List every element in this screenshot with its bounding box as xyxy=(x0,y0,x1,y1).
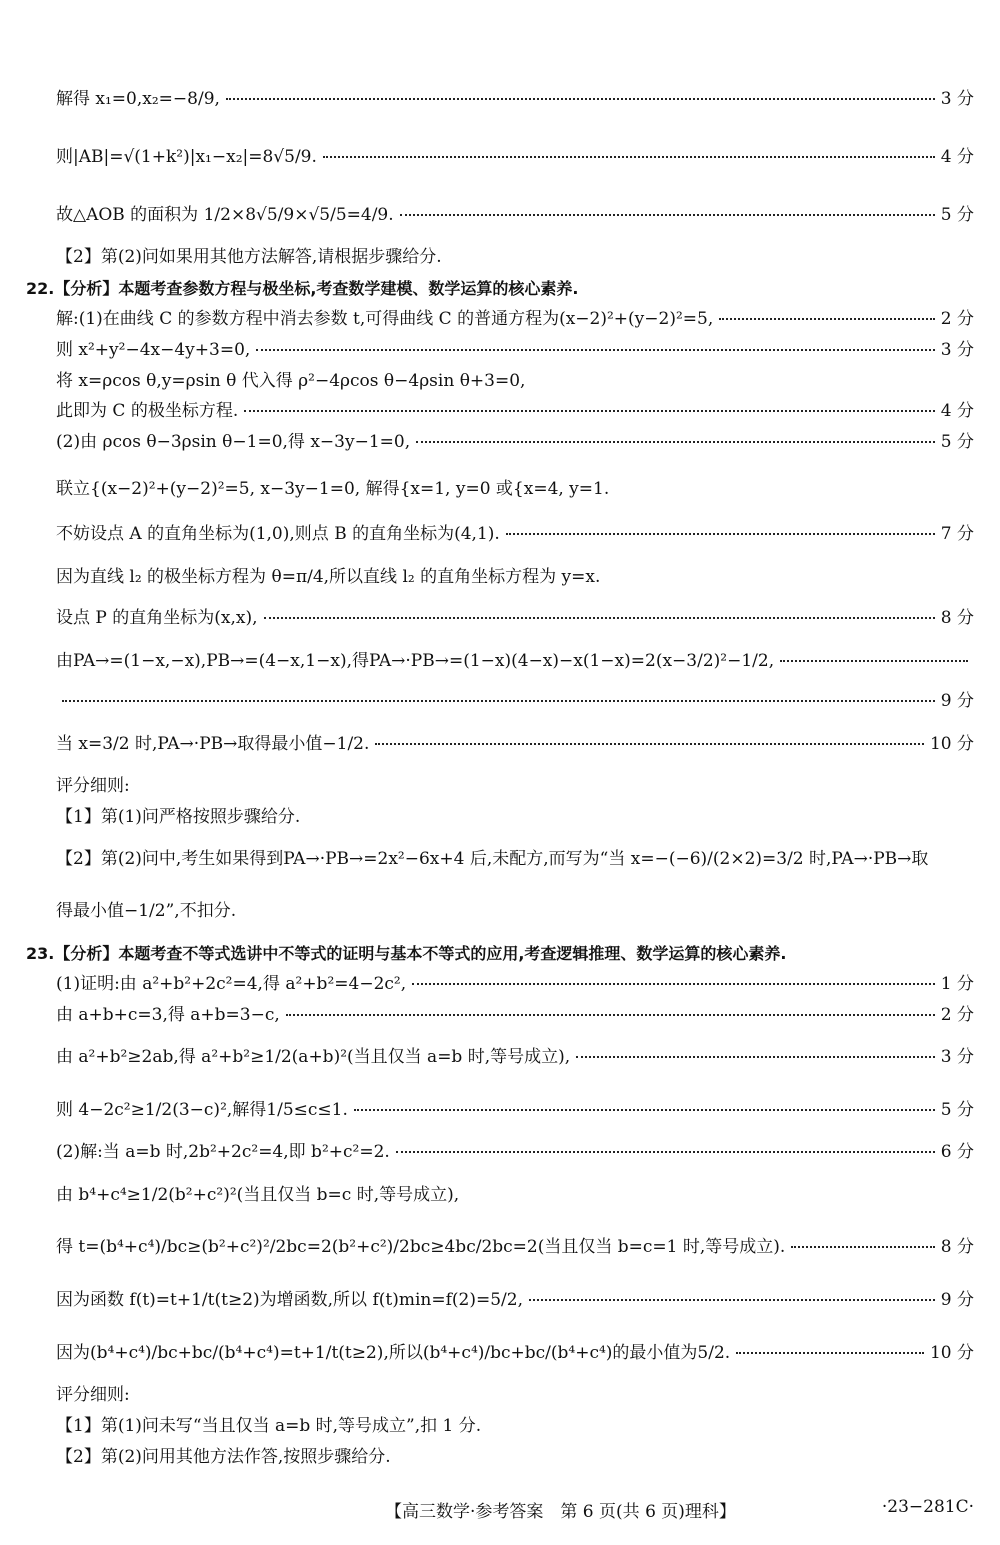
line-q23-proof-1: (1)证明:由 a²+b²+2c²=4,得 a²+b²=4−2c², 1 分 xyxy=(56,974,974,994)
line-q23-proof-4: 则 4−2c²≥1/2(3−c)²,解得1/5≤c≤1. 5 分 xyxy=(56,1100,974,1120)
line-q22-dot-product: 由PA→=(1−x,−x),PB→=(4−x,1−x),得PA→·PB→=(1−x)(4−x)−x(1−x)=2(x−3/2)²−1/2, xyxy=(56,650,974,672)
line-q22-line-l2: 因为直线 l₂ 的极坐标方程为 θ=π/4,所以直线 l₂ 的直角坐标方程为 y=x. xyxy=(56,567,601,587)
line-q22-rule-1: 【1】第(1)问严格按照步骤给分. xyxy=(56,807,301,827)
line-q22-analysis: 22.【分析】本题考查参数方程与极坐标,考查数学建模、数学运算的核心素养. xyxy=(26,279,579,298)
line-q23-part2-3: 得 t=(b⁴+c⁴)/bc≥(b²+c²)²/2bc=2(b²+c²)/2bc≥4bc/2bc=2(当且仅当 b=c=1 时,等号成立). 8 分 xyxy=(56,1237,974,1257)
line-q22-substitute: 将 x=ρcos θ,y=ρsin θ 代入得 ρ²−4ρcos θ−4ρsin θ+3=0, xyxy=(56,371,526,391)
line-q22-point-p: 设点 P 的直角坐标为(x,x), 8 分 xyxy=(56,608,974,628)
line-q23-rule-2: 【2】第(2)问用其他方法作答,按照步骤给分. xyxy=(56,1447,391,1467)
line-q22-system: 联立{(x−2)²+(y−2)²=5, x−3y−1=0, 解得{x=1, y=0 或{x=4, y=1. xyxy=(56,479,610,499)
score: 5 分 xyxy=(940,1100,974,1120)
score: 1 分 xyxy=(940,974,974,994)
line-q23-proof-2: 由 a+b+c=3,得 a+b=3−c, 2 分 xyxy=(56,1005,974,1025)
line-q23-rules-heading: 评分细则: xyxy=(56,1385,130,1405)
line-q22-rule-2: 【2】第(2)问中,考生如果得到PA→·PB→=2x²−6x+4 后,未配方,而写为“当 x=−(−6)/(2×2)=3/2 时,PA→·PB→取 xyxy=(56,849,929,869)
score: 9 分 xyxy=(940,691,974,711)
line-q22-polar-equation: 此即为 C 的极坐标方程. 4 分 xyxy=(56,401,974,421)
score: 4 分 xyxy=(940,401,974,421)
line-q22-ordinary-equation: 解:(1)在曲线 C 的参数方程中消去参数 t,可得曲线 C 的普通方程为(x−2)²+(y−2)²=5, 2 分 xyxy=(56,309,974,329)
line-q23-part2-5: 因为(b⁴+c⁴)/bc+bc/(b⁴+c⁴)=t+1/t(t≥2),所以(b⁴+c⁴)/bc+bc/(b⁴+c⁴)的最小值为5/2. 10 分 xyxy=(56,1343,974,1363)
score: 3 分 xyxy=(940,340,974,360)
line-q22-points-ab: 不妨设点 A 的直角坐标为(1,0),则点 B 的直角坐标为(4,1). 7 分 xyxy=(56,524,974,544)
line-q23-proof-3: 由 a²+b²≥2ab,得 a²+b²≥1/2(a+b)²(当且仅当 a=b 时,等号成立), 3 分 xyxy=(56,1047,974,1067)
score: 9 分 xyxy=(940,1290,974,1310)
line-q23-part2-4: 因为函数 f(t)=t+1/t(t≥2)为增函数,所以 f(t)min=f(2)=5/2, 9 分 xyxy=(56,1290,974,1310)
score: 7 分 xyxy=(940,524,974,544)
footer-title: 【高三数学·参考答案 第 6 页(共 6 页)理科】 xyxy=(385,1502,736,1522)
line-q22-part2-line: (2)由 ρcos θ−3ρsin θ−1=0,得 x−3y−1=0, 5 分 xyxy=(56,432,974,452)
score: 2 分 xyxy=(940,309,974,329)
line-q22-minimum: 当 x=3/2 时,PA→·PB→取得最小值−1/2. 10 分 xyxy=(56,734,974,754)
score: 8 分 xyxy=(940,608,974,628)
line-q21-ab-length: 则|AB|=√(1+k²)|x₁−x₂|=8√5/9. 4 分 xyxy=(56,147,974,167)
score: 5 分 xyxy=(940,205,974,225)
score: 3 分 xyxy=(940,1047,974,1067)
line-q22-dot-product-score xyxy=(56,690,974,712)
score: 8 分 xyxy=(940,1237,974,1257)
line-q23-part2-1: (2)解:当 a=b 时,2b²+2c²=4,即 b²+c²=2. 6 分 xyxy=(56,1142,974,1162)
score: 5 分 xyxy=(940,432,974,452)
line-q22-rules-heading: 评分细则: xyxy=(56,776,130,796)
footer-code: ·23−281C· xyxy=(881,1497,974,1517)
line-q21-area: 故△AOB 的面积为 1/2×8√5/9×√5/5=4/9. 5 分 xyxy=(56,205,974,225)
line-q23-rule-1: 【1】第(1)问未写“当且仅当 a=b 时,等号成立”,扣 1 分. xyxy=(56,1416,482,1436)
line-q21-solve-x: 解得 x₁=0,x₂=−8/9, 3 分 xyxy=(56,89,974,109)
line-q21-rule-2: 【2】第(2)问如果用其他方法解答,请根据步骤给分. xyxy=(56,247,442,267)
score: 10 分 xyxy=(929,1343,974,1363)
score: 10 分 xyxy=(929,734,974,754)
line-q23-part2-2: 由 b⁴+c⁴≥1/2(b²+c²)²(当且仅当 b=c 时,等号成立), xyxy=(56,1185,460,1205)
score: 3 分 xyxy=(940,89,974,109)
score: 4 分 xyxy=(940,147,974,167)
score: 2 分 xyxy=(940,1005,974,1025)
line-q22-rule-2-cont: 得最小值−1/2”,不扣分. xyxy=(56,901,237,921)
line-q23-analysis: 23.【分析】本题考查不等式选讲中不等式的证明与基本不等式的应用,考查逻辑推理、数学运算的核心素养. xyxy=(26,944,787,963)
line-q22-expanded: 则 x²+y²−4x−4y+3=0, 3 分 xyxy=(56,340,974,360)
score: 6 分 xyxy=(940,1142,974,1162)
